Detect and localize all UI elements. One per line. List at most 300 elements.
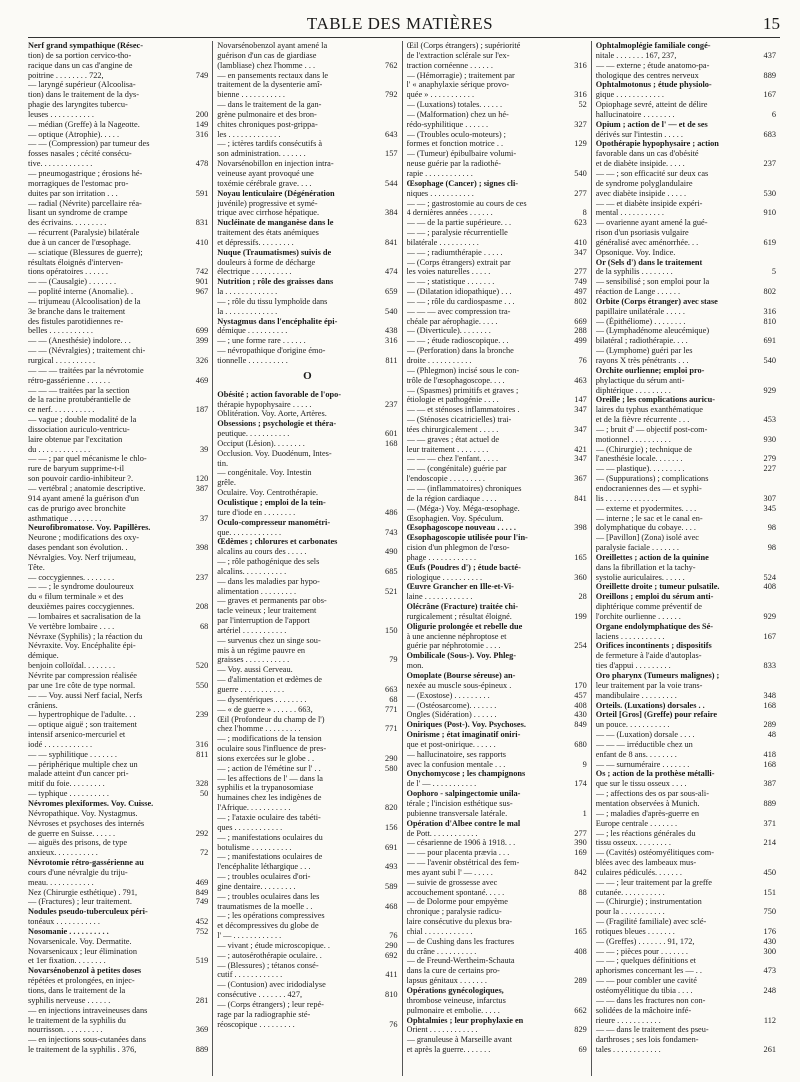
entry-text: oculaire sous l'influence de pres- bbox=[217, 744, 327, 754]
entry-text: cutanée. . . . . . . . . . . bbox=[595, 887, 665, 897]
entry-text: — (Sténoses cicatricielles) trai- bbox=[406, 415, 512, 425]
entry-page-number: 360 bbox=[574, 572, 587, 582]
entry-text: avec diabète insipide . . . . . bbox=[595, 188, 687, 198]
entry-text: — récurrent (Paralysie) bilatérale bbox=[28, 228, 140, 238]
index-entry bbox=[217, 159, 397, 169]
entry-text: dans la cure de certains pro- bbox=[406, 966, 500, 976]
index-entry bbox=[407, 878, 587, 888]
entry-text: 3e branche dans le traitement bbox=[28, 306, 126, 316]
index-entry bbox=[407, 297, 587, 307]
entry-text: — granuleuse à Marseille avant bbox=[406, 1035, 513, 1045]
index-entry bbox=[28, 189, 208, 199]
entry-text: papillaire unilatérale . . . . . bbox=[595, 306, 685, 316]
entry-text: mes ayant subi l' — . . . . . bbox=[406, 867, 493, 877]
entry-page-number: 408 bbox=[763, 582, 776, 592]
entry-text: Opiophage sevré, atteint de délire bbox=[595, 100, 708, 110]
entry-page-number: 174 bbox=[574, 779, 587, 789]
index-entry bbox=[407, 514, 587, 524]
entry-text: — césarienne de 1906 à 1918. . . bbox=[406, 838, 516, 848]
entry-text: Ombilicale (Sous-). Voy. Phleg- bbox=[406, 651, 516, 661]
entry-text: Ongles (Sidération) . . . . . . bbox=[406, 710, 497, 720]
index-entry bbox=[407, 996, 587, 1006]
entry-page-number: 967 bbox=[195, 287, 209, 297]
entry-text: du . . . . . . . . . . . . . bbox=[28, 444, 91, 454]
entry-text: que. . . . . . . . . . . . . bbox=[217, 527, 282, 537]
entry-text: aphorismes concernant les — . . bbox=[595, 966, 702, 976]
entry-page-number: 289 bbox=[574, 976, 587, 986]
index-entry bbox=[407, 779, 587, 789]
entry-page-number: 771 bbox=[385, 704, 398, 714]
entry-page-number: 28 bbox=[578, 592, 587, 602]
index-entry bbox=[28, 819, 208, 829]
index-entry bbox=[596, 671, 776, 681]
entry-text: — laryngé supérieur (Alcoolisa- bbox=[28, 80, 136, 90]
entry-text: duites par son irritation . . . bbox=[28, 188, 118, 198]
index-entry bbox=[407, 750, 587, 760]
index-entry bbox=[217, 267, 397, 277]
index-entry bbox=[407, 838, 587, 848]
entry-text: cours d'une névralgie du triju- bbox=[28, 867, 128, 877]
entry-text: Nodules pseudo-tuberculeux péri- bbox=[28, 907, 148, 917]
entry-text: l'orchite ourlienne . . . . . . bbox=[595, 611, 681, 621]
entry-text: Œil (Profondeur du champ de l') bbox=[217, 714, 325, 724]
index-entry bbox=[407, 267, 587, 277]
entry-text: consécutive . . . . . . . 427, bbox=[217, 990, 303, 1000]
entry-text: Obsessions ; psychologie et théra- bbox=[217, 419, 337, 429]
index-entry bbox=[217, 518, 397, 528]
index-entry bbox=[407, 897, 587, 907]
index-entry bbox=[596, 504, 776, 514]
entry-text: leur traitement par la voie trans- bbox=[595, 680, 703, 690]
entry-text: — ; maladies d'après-guerre en bbox=[595, 808, 700, 818]
index-entry bbox=[217, 1000, 397, 1010]
entry-text: morragiques de l'estomac pro- bbox=[28, 178, 129, 188]
index-entry bbox=[407, 720, 587, 730]
index-entry bbox=[407, 582, 587, 592]
entry-page-number: 68 bbox=[199, 621, 209, 631]
entry-text: — ; affections des os par sous-ali- bbox=[595, 789, 709, 799]
entry-page-number: 820 bbox=[385, 803, 398, 813]
entry-page-number: 771 bbox=[385, 724, 398, 734]
entry-text: — de Cushing dans les fractures bbox=[406, 936, 515, 946]
index-entry bbox=[407, 149, 587, 159]
index-entry bbox=[217, 468, 397, 478]
entry-text: — — (Névralgies) ; traitement chi- bbox=[28, 346, 146, 356]
entry-text: — (Exostose) . . . . . . . . . bbox=[406, 690, 490, 700]
entry-text: Œsophagoscope nouveau . . . . . bbox=[406, 523, 516, 533]
entry-page-number: 208 bbox=[195, 602, 209, 612]
entry-text: syphilis et la trypanosomiase bbox=[217, 783, 314, 793]
entry-page-number: 254 bbox=[574, 641, 587, 651]
entry-text: — médian (Greffe) à la Nageotte. bbox=[28, 119, 140, 129]
entry-page-number: 327 bbox=[574, 119, 587, 129]
entry-text: pour la . . . . . . . . . . . bbox=[595, 907, 665, 917]
index-entry bbox=[28, 523, 208, 533]
entry-page-number: 157 bbox=[385, 149, 398, 159]
index-entry bbox=[596, 445, 776, 455]
entry-text: rison d'un psoriasis vulgaire bbox=[595, 228, 689, 238]
index-entry bbox=[596, 779, 776, 789]
index-entry bbox=[596, 651, 776, 661]
entry-text: poitrine . . . . . . . . 722, bbox=[28, 70, 104, 80]
entry-text: l'Afrique. . . . . . . . . . . bbox=[217, 803, 291, 813]
entry-page-number: 540 bbox=[574, 168, 587, 178]
entry-text: — — (Compression) par tumeur des bbox=[28, 139, 150, 149]
entry-page-number: 742 bbox=[195, 267, 209, 277]
index-entry bbox=[217, 356, 397, 366]
entry-text: un pouce. . . . . . . . . . . bbox=[595, 720, 670, 730]
entry-page-number: 345 bbox=[763, 503, 776, 513]
entry-page-number: 165 bbox=[574, 926, 587, 936]
entry-text: — ; les opérations compressives bbox=[217, 911, 325, 921]
entry-page-number: 398 bbox=[195, 543, 209, 553]
index-entry bbox=[217, 892, 397, 902]
entry-text: Europe centrale . . . . . . . bbox=[595, 818, 678, 828]
entry-page-number: 37 bbox=[199, 513, 209, 523]
index-entry bbox=[28, 897, 208, 907]
index-entry bbox=[28, 464, 208, 474]
entry-page-number: 1 bbox=[582, 808, 587, 818]
entry-text: — typhique . . . . . . . . . . bbox=[28, 789, 109, 799]
entry-page-number: 316 bbox=[574, 90, 587, 100]
entry-text: iodé . . . . . . . . . . . . bbox=[28, 739, 93, 749]
entry-page-number: 889 bbox=[195, 1045, 209, 1055]
entry-text: mandibulaire . . . . . . . . . bbox=[595, 690, 677, 700]
index-entry bbox=[28, 651, 208, 661]
entry-text: — — (Causalgie) . . . . . . . bbox=[28, 277, 117, 287]
index-entry bbox=[217, 228, 397, 238]
index-entry bbox=[407, 199, 587, 209]
entry-page-number: 281 bbox=[195, 995, 209, 1005]
entry-text: — (Cavités) ostéomyélitiques com- bbox=[595, 848, 714, 858]
entry-page-number: 752 bbox=[195, 926, 209, 936]
entry-text: du « filum terminale » et des bbox=[28, 592, 124, 602]
entry-page-number: 683 bbox=[763, 129, 776, 139]
entry-text: rurgicalement ; résultat éloigné. bbox=[406, 611, 512, 621]
entry-text: — ; l'ataxie oculaire des tabéti- bbox=[217, 812, 321, 822]
entry-text: — (Greffes) . . . . . . . 91, 172, bbox=[595, 936, 695, 946]
entry-text: phage . . . . . . . . . . . . bbox=[406, 552, 477, 562]
entry-text: Ve vertèbre lombaire . . . . bbox=[28, 621, 115, 631]
entry-text: des écrivains. . . . . . . . . bbox=[28, 218, 107, 228]
index-entry bbox=[407, 71, 587, 81]
index-entry bbox=[217, 317, 397, 327]
index-entry bbox=[596, 238, 776, 248]
entry-page-number: 520 bbox=[195, 661, 209, 671]
index-entry bbox=[596, 1045, 776, 1055]
index-entry bbox=[28, 799, 208, 809]
index-entry bbox=[596, 740, 776, 750]
entry-page-number: 176 bbox=[763, 926, 776, 936]
index-entry bbox=[407, 61, 587, 71]
index-entry bbox=[596, 484, 776, 494]
entry-text: mitif du foie. . . . . . . . . bbox=[28, 779, 105, 789]
index-entry bbox=[28, 632, 208, 642]
entry-text: Occiput (Lésion). . . . . . . . bbox=[217, 438, 305, 448]
entry-text: électrique . . . . . . . . . . bbox=[217, 267, 292, 277]
entry-text: Œsophagoscopie utilisée pour l'in- bbox=[406, 533, 528, 543]
entry-text: — — — traitées par la section bbox=[28, 385, 130, 395]
index-entry bbox=[596, 789, 776, 799]
entry-page-number: 169 bbox=[574, 848, 587, 858]
entry-text: Neurone ; modifications des oxy- bbox=[28, 533, 140, 543]
index-entry bbox=[596, 218, 776, 228]
index-entry bbox=[28, 661, 208, 671]
index-entry bbox=[28, 336, 208, 346]
index-entry bbox=[596, 701, 776, 711]
index-entry bbox=[596, 927, 776, 937]
entry-page-number: 347 bbox=[574, 424, 587, 434]
entry-text: — ; manifestations oculaires de bbox=[217, 852, 323, 862]
index-entry bbox=[407, 90, 587, 100]
index-entry bbox=[28, 543, 208, 553]
index-entry bbox=[28, 710, 208, 720]
index-entry bbox=[28, 159, 208, 169]
entry-page-number: 901 bbox=[195, 277, 209, 287]
entry-page-number: 277 bbox=[574, 828, 587, 838]
index-entry bbox=[217, 307, 397, 317]
entry-text: — ; action de l'émétine sur l' . . bbox=[217, 763, 321, 773]
entry-page-number: 802 bbox=[763, 287, 776, 297]
index-entry bbox=[596, 641, 776, 651]
entry-text: — névropathique d'origine émo- bbox=[217, 346, 326, 356]
index-entry bbox=[596, 1006, 776, 1016]
index-entry bbox=[217, 665, 397, 675]
entry-page-number: 149 bbox=[195, 119, 209, 129]
entry-text: endocraniennes des — et syphi- bbox=[595, 483, 702, 493]
entry-text: — lombaires et sacralisation de la bbox=[28, 611, 141, 621]
index-entry bbox=[407, 1035, 587, 1045]
entry-page-number: 430 bbox=[574, 710, 587, 720]
entry-text: — — Voy. aussi Nerf facial, Nerfs bbox=[28, 690, 143, 700]
index-entry bbox=[217, 179, 397, 189]
entry-text: Opérations gynécologiques, bbox=[406, 986, 504, 995]
index-entry bbox=[28, 326, 208, 336]
index-entry bbox=[596, 100, 776, 110]
index-column-1 bbox=[28, 41, 212, 1076]
entry-page-number: 8 bbox=[582, 208, 587, 218]
entry-text: thérapie hypophysaire . . . . . bbox=[217, 399, 312, 409]
index-entry bbox=[407, 760, 587, 770]
index-entry bbox=[28, 277, 208, 287]
entry-text: rotiques bleues . . . . . . . bbox=[595, 926, 675, 936]
entry-text: lisant un syndrome de crampe bbox=[28, 208, 128, 218]
index-entry bbox=[28, 681, 208, 691]
entry-text: cas de prurigo avec bronchite bbox=[28, 503, 126, 513]
index-entry bbox=[217, 287, 397, 297]
index-entry bbox=[28, 120, 208, 130]
index-entry bbox=[596, 179, 776, 189]
index-entry bbox=[407, 819, 587, 829]
entry-text: Or (Sels d') dans le traitement bbox=[595, 257, 703, 267]
entry-text: systolie auriculaires. . . . . . bbox=[595, 572, 685, 582]
entry-text: les voies naturelles . . . . . bbox=[406, 267, 491, 277]
entry-text: peutique. . . . . . . . . . . bbox=[217, 429, 290, 439]
index-entry bbox=[407, 435, 587, 445]
entry-text: Noyau lenticulaire (Dégénération bbox=[217, 188, 335, 198]
index-entry bbox=[217, 139, 397, 149]
entry-text: — (Malformation) chez un hé- bbox=[406, 109, 509, 119]
entry-text: Oblitération. Voy. Aorte, Artères. bbox=[217, 409, 327, 419]
index-entry bbox=[596, 110, 776, 120]
entry-page-number: 750 bbox=[763, 907, 776, 917]
entry-text: Opsonique. Voy. Indice. bbox=[595, 247, 676, 257]
entry-text: Œuvre Grancher en Ille-et-Vi- bbox=[406, 582, 514, 592]
index-entry bbox=[217, 655, 397, 665]
index-entry bbox=[28, 199, 208, 209]
index-entry bbox=[217, 970, 397, 980]
entry-text: Nucléinate de manganèse dans le bbox=[217, 218, 334, 228]
entry-text: Onychomycose ; les champignons bbox=[406, 769, 526, 779]
entry-text: bienne . . . . . . . . . . . bbox=[217, 90, 285, 100]
index-entry bbox=[596, 139, 776, 149]
entry-text: ture d'iode en . . . . . . . . bbox=[217, 507, 296, 517]
index-entry bbox=[596, 376, 776, 386]
entry-text: — — de la partie supérieure. . . bbox=[406, 218, 512, 228]
index-entry bbox=[407, 356, 587, 366]
entry-text: — — ; radiumthérapie . . . . . bbox=[406, 247, 503, 257]
index-entry bbox=[407, 691, 587, 701]
entry-text: benjoin colloïdal. . . . . . . . bbox=[28, 661, 116, 671]
index-entry bbox=[596, 149, 776, 159]
entry-page-number: 540 bbox=[763, 356, 776, 365]
index-entry bbox=[28, 258, 208, 268]
entry-text: — — ; rôle du cardiospasme . . . bbox=[406, 296, 515, 306]
index-entry bbox=[217, 843, 397, 853]
entry-page-number: 691 bbox=[763, 336, 776, 346]
index-entry bbox=[407, 641, 587, 651]
entry-text: — — ; statistique . . . . . . . bbox=[406, 277, 495, 287]
entry-page-number: 418 bbox=[763, 749, 776, 759]
index-entry bbox=[28, 838, 208, 848]
entry-text: malade atteint d'un cancer pri- bbox=[28, 769, 129, 779]
entry-text: Névraxe (Syphilis) ; la réaction du bbox=[28, 631, 143, 641]
entry-text: — — — traitées par la névrotomie bbox=[28, 365, 144, 375]
entry-text: phagie des laryngites tubercu- bbox=[28, 100, 128, 110]
index-entry bbox=[596, 435, 776, 445]
entry-text: niques . . . . . . . . . . . bbox=[406, 188, 474, 198]
entry-text: Nystagmus dans l'encéphalite épi- bbox=[217, 316, 338, 326]
index-entry bbox=[28, 169, 208, 179]
entry-text: — — (Anesthésie) indolore. . . bbox=[28, 336, 131, 346]
entry-page-number: 463 bbox=[574, 375, 587, 385]
index-entry bbox=[28, 1045, 208, 1055]
entry-page-number: 692 bbox=[385, 950, 398, 960]
entry-page-number: 316 bbox=[195, 739, 209, 749]
index-entry bbox=[596, 208, 776, 218]
index-entry bbox=[407, 937, 587, 947]
entry-text: et après la guerre. . . . . . . bbox=[406, 1045, 491, 1055]
index-entry bbox=[407, 1025, 587, 1035]
entry-text: Oculaire. Voy. Centrothérapie. bbox=[217, 488, 319, 498]
entry-page-number: 589 bbox=[385, 881, 398, 891]
entry-text: — — ; leur traitement par la greffe bbox=[595, 877, 712, 887]
entry-text: — — ; quelques définitions et bbox=[595, 956, 696, 966]
index-entry bbox=[407, 533, 587, 543]
entry-text: gine dentaire. . . . . . . . . bbox=[217, 881, 296, 891]
index-entry bbox=[596, 543, 776, 553]
entry-page-number: 889 bbox=[763, 70, 776, 80]
index-entry bbox=[596, 937, 776, 947]
entry-page-number: 811 bbox=[196, 749, 209, 759]
entry-text: — (Méga-) Voy. Méga-œsophage. bbox=[406, 503, 520, 513]
entry-text: tionnelle . . . . . . . . . . bbox=[217, 356, 288, 365]
index-entry bbox=[217, 646, 397, 656]
entry-page-number: 411 bbox=[385, 970, 398, 980]
index-entry bbox=[28, 425, 208, 435]
entry-text: chial . . . . . . . . . . . . bbox=[406, 926, 473, 936]
index-entry bbox=[407, 228, 587, 238]
index-entry bbox=[407, 710, 587, 720]
entry-text: botulisme . . . . . . . . . . bbox=[217, 842, 292, 852]
index-entry bbox=[596, 612, 776, 622]
entry-text: Orteil [Gros] (Greffe) pour refaire bbox=[595, 710, 718, 720]
entry-page-number: 369 bbox=[195, 1025, 209, 1035]
header-rule bbox=[28, 37, 780, 38]
index-entry bbox=[28, 80, 208, 90]
entry-text: — aiguës des prisons, de type bbox=[28, 838, 128, 848]
index-entry bbox=[407, 956, 587, 966]
index-entry bbox=[28, 563, 208, 573]
index-entry bbox=[407, 51, 587, 61]
index-entry bbox=[407, 415, 587, 425]
entry-text: — ; autosérothérapie oculaire. . bbox=[217, 950, 322, 960]
entry-page-number: 76 bbox=[389, 931, 398, 941]
entry-text: — pneumogastrique ; érosions hé- bbox=[28, 168, 143, 178]
entry-text: l' « anaphylaxie sérique provo- bbox=[406, 80, 509, 90]
index-entry bbox=[217, 764, 397, 774]
entry-page-number: 289 bbox=[763, 720, 776, 730]
index-entry bbox=[28, 582, 208, 592]
entry-text: le traitement de la syphilis du bbox=[28, 1015, 126, 1025]
index-entry bbox=[217, 336, 397, 346]
entry-text: de Pott. . . . . . . . . . . . bbox=[406, 828, 478, 838]
entry-text: cutif . . . . . . . . . . . . bbox=[217, 970, 283, 980]
entry-text: graisses . . . . . . . . . . . bbox=[217, 655, 290, 665]
entry-text: nitale . . . . . . . 167, 237, bbox=[595, 50, 677, 60]
index-entry bbox=[407, 848, 587, 858]
entry-text: — (Chirurgie) ; instrumentation bbox=[595, 897, 702, 907]
index-entry bbox=[28, 51, 208, 61]
index-entry bbox=[217, 120, 397, 130]
entry-text: — (Tumeur) épibulbaire volumi- bbox=[406, 149, 517, 159]
entry-text: — en pansements rectaux dans le bbox=[217, 70, 329, 80]
index-entry bbox=[407, 966, 587, 976]
entry-page-number: 437 bbox=[763, 50, 776, 60]
index-entry bbox=[217, 90, 397, 100]
entry-text: Ophtalmoplégie familiale congé- bbox=[595, 41, 711, 50]
entry-text: — dans les maladies par hypo- bbox=[217, 576, 320, 586]
entry-text: — — graves ; état actuel de bbox=[406, 434, 500, 444]
entry-text: — (Phlegmon) incisé sous le con- bbox=[406, 365, 520, 375]
index-entry bbox=[217, 715, 397, 725]
entry-page-number: 79 bbox=[389, 655, 398, 665]
index-entry bbox=[217, 724, 397, 734]
entry-text: — radial (Névrite) parcellaire réa- bbox=[28, 198, 142, 208]
entry-text: meau. . . . . . . . . . . . bbox=[28, 877, 94, 887]
entry-page-number: 849 bbox=[574, 720, 587, 730]
index-entry bbox=[28, 297, 208, 307]
entry-text: cision d'un phlegmon de l'œso- bbox=[406, 543, 510, 553]
entry-text: dérivés sur l'intestin . . . . . bbox=[595, 129, 683, 139]
entry-text: la . . . . . . . . . . . . . bbox=[217, 287, 278, 297]
entry-page-number: 662 bbox=[574, 1005, 587, 1015]
entry-text: bilatérale . . . . . . . . . . bbox=[406, 237, 479, 247]
entry-page-number: 52 bbox=[578, 100, 587, 110]
index-entry bbox=[596, 326, 776, 336]
index-entry bbox=[596, 189, 776, 199]
entry-text: l'anesthésie locale. . . . . . . bbox=[595, 454, 683, 464]
